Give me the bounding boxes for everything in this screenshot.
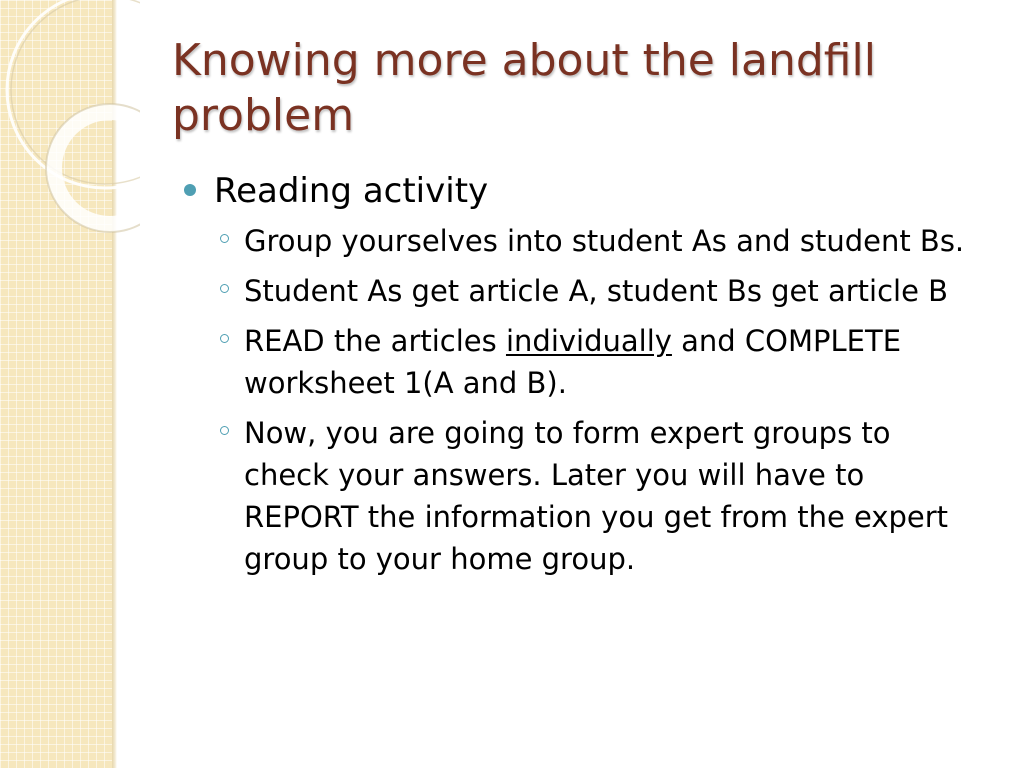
bullet-dot-icon — [184, 184, 196, 196]
sub-bullet-read-articles — [182, 320, 984, 404]
large-ring-outline — [7, 0, 140, 188]
bullet-ring-icon — [220, 284, 229, 293]
sub-bullet-articles — [182, 270, 984, 312]
bullet-reading-activity — [182, 168, 1002, 214]
decorative-circles — [0, 0, 140, 260]
slide-content — [182, 168, 1002, 588]
bullet-ring-icon — [220, 334, 229, 343]
slide-title: Knowing more about the landfill problem — [172, 35, 876, 141]
sub-bullet-list — [182, 220, 1002, 580]
sub-bullet-text: Group yourselves into student As and student Bs. — [244, 224, 965, 258]
sub-bullet-text: Student As get article A, student Bs get article B — [244, 274, 949, 308]
underlined-word: individually — [505, 324, 672, 358]
bullet-text: Reading activity — [214, 171, 489, 211]
sub-bullet-text-after: and COMPLETE worksheet 1(A and B). — [244, 324, 902, 400]
sub-bullet-group-yourselves — [182, 220, 984, 262]
sub-bullet-text-before: READ the articles — [244, 324, 506, 358]
bullet-ring-icon — [220, 234, 229, 243]
small-ring — [54, 112, 140, 224]
sub-bullet-text: Now, you are going to form expert groups to check your answers. Later you will have to REPORT the information you get from the expert group to your home group. — [244, 416, 949, 576]
sub-bullet-expert-groups — [182, 412, 984, 580]
bullet-ring-icon — [220, 426, 229, 435]
